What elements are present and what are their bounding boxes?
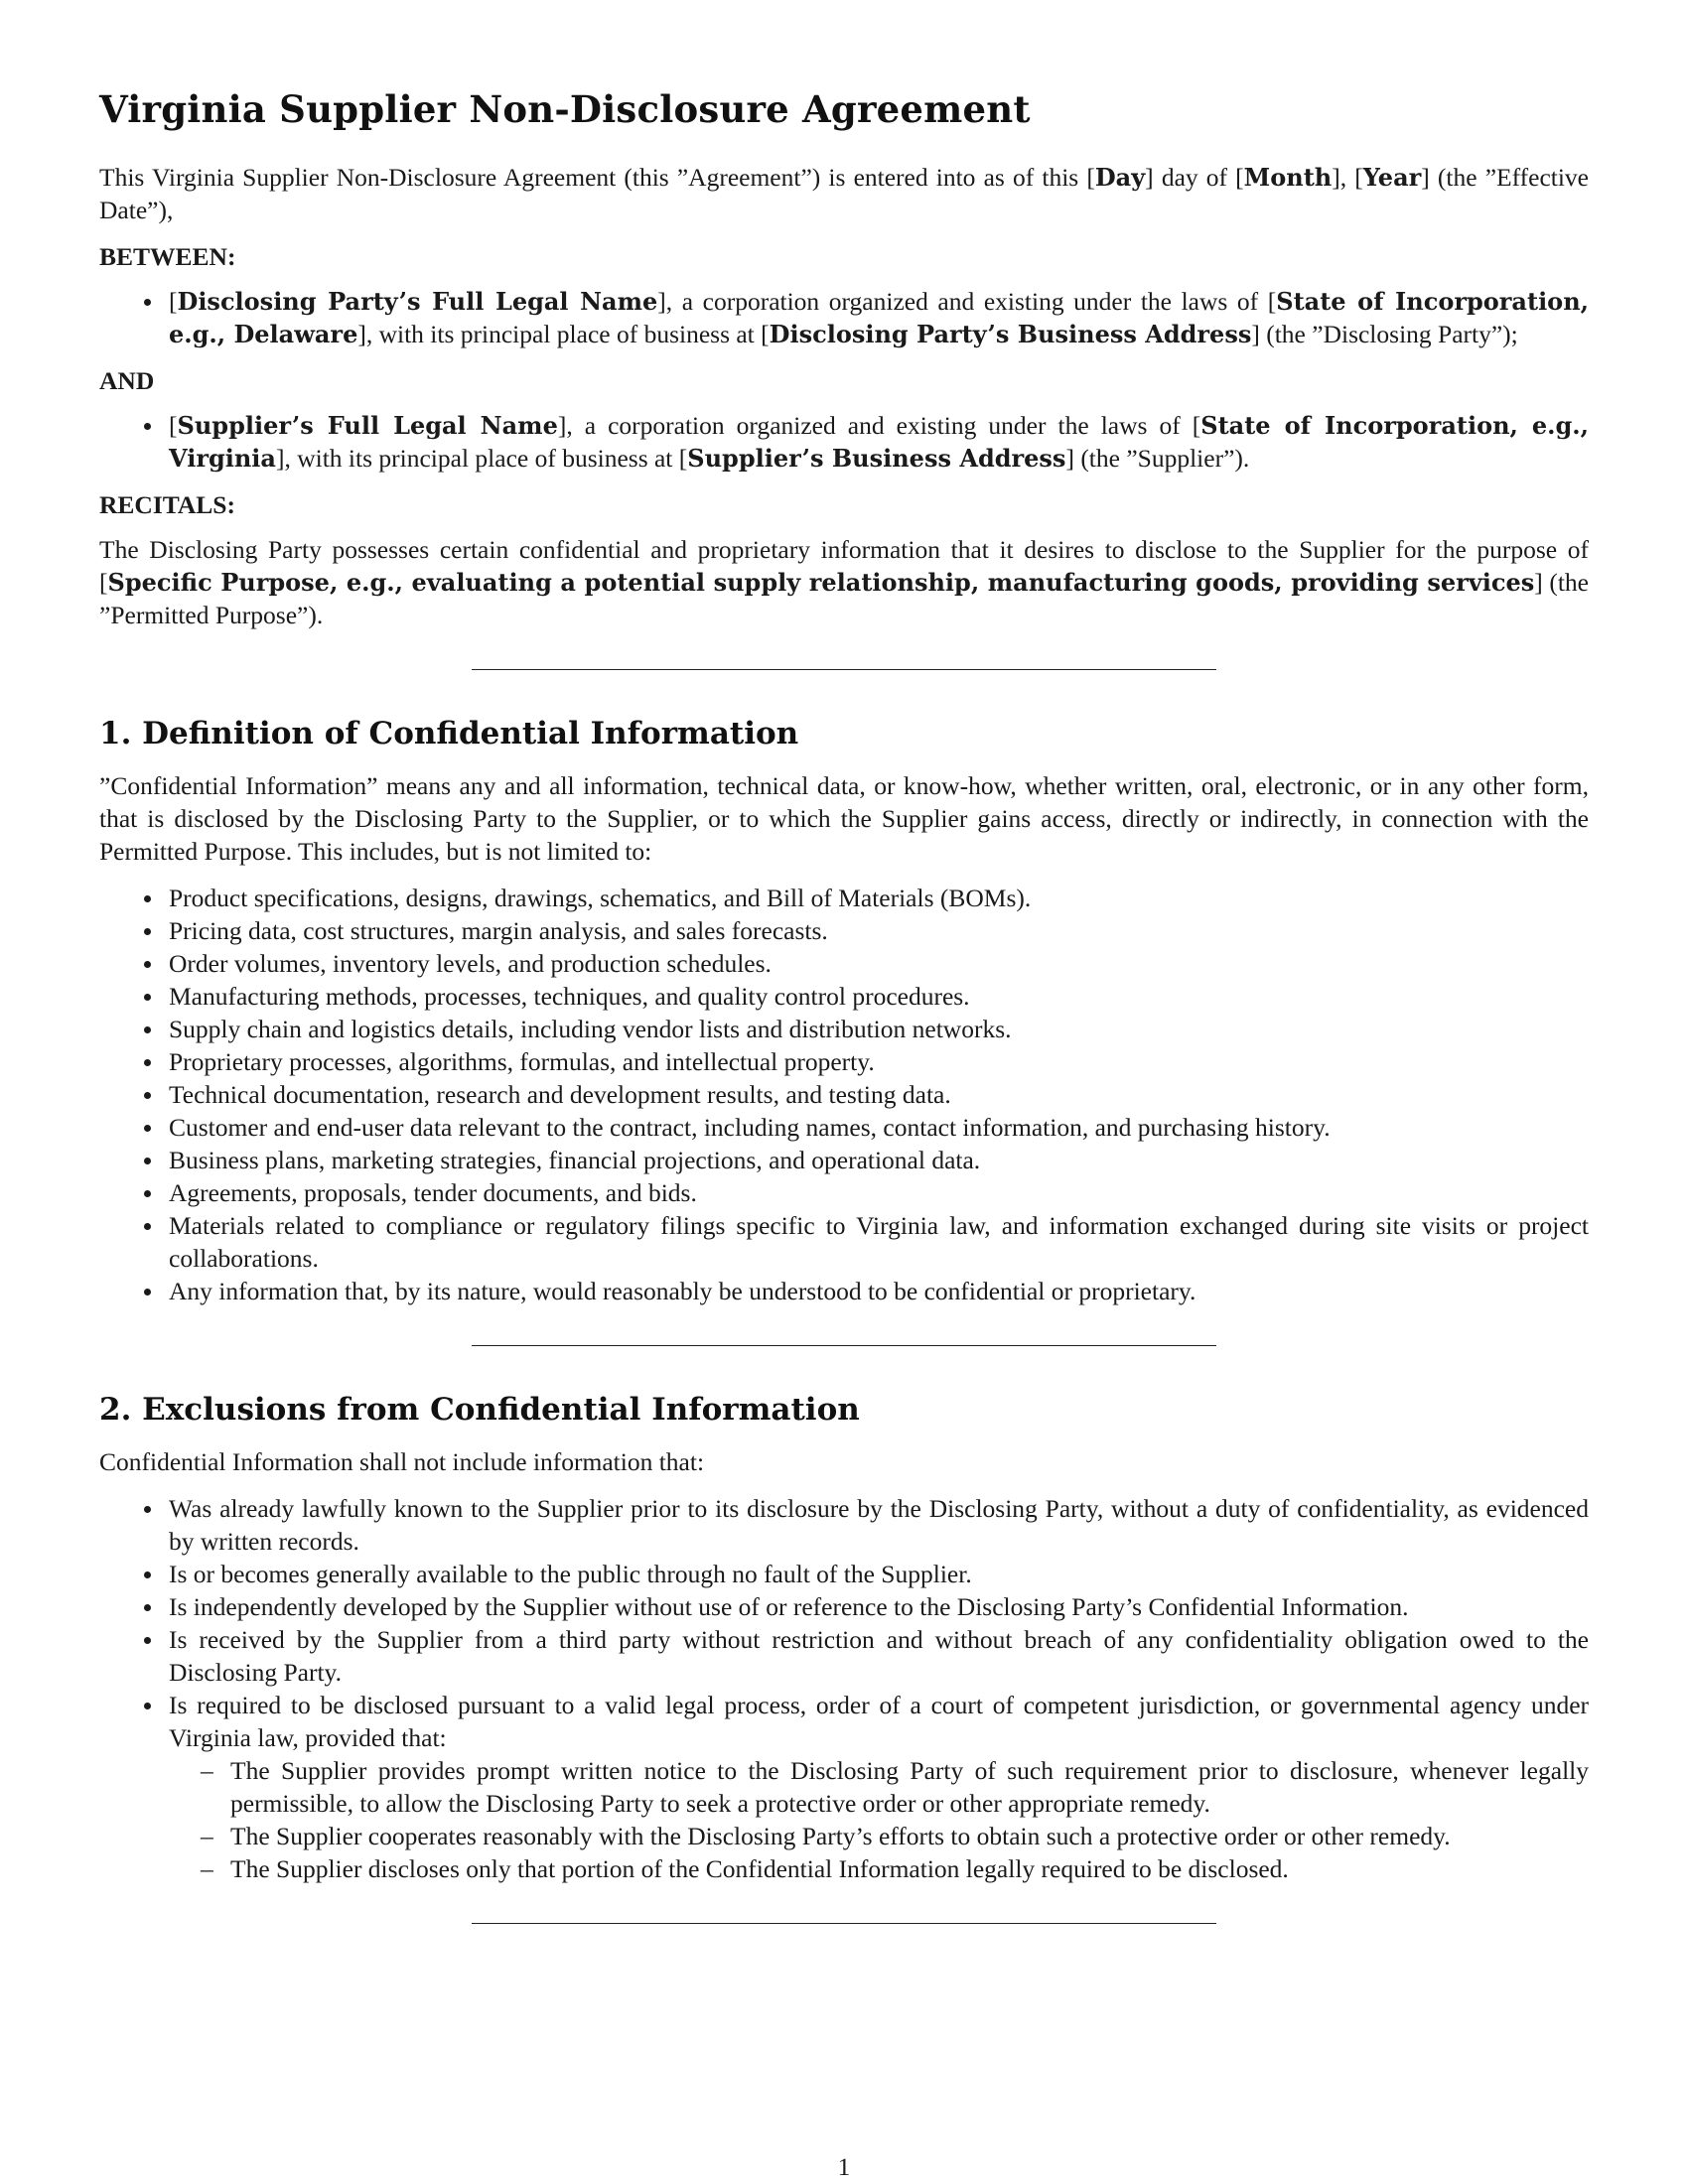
intro-text: ] (the ”Effective Date”), <box>99 163 1589 224</box>
party2-list <box>99 409 1589 475</box>
party-text: ] (the ”Disclosing Party”); <box>1251 320 1518 348</box>
month-placeholder: Month <box>1243 163 1333 192</box>
party1-state-placeholder: State of Incorporation, e.g., Delaware <box>169 287 1589 348</box>
party-text: [ <box>169 411 178 440</box>
page-number: 1 <box>837 2152 851 2181</box>
recitals-text: ] (the ”Permitted Purpose”). <box>99 568 1589 629</box>
list-item: Is or becomes generally available to the public through no fault of the Supplier. <box>99 1558 1589 1590</box>
list-item: Materials related to compliance or regulatory filings specific to Virginia law, and information exchanged during site visits or project collaborations. <box>99 1209 1589 1275</box>
list-item: Is received by the Supplier from a third party without restriction and without breach of any confidentiality obligation owed to the Disclosing Party. <box>99 1623 1589 1689</box>
section2-heading: 2. Exclusions from Confidential Information <box>99 1392 860 1428</box>
list-item: Order volumes, inventory levels, and production schedules. <box>99 947 1589 980</box>
party-text: ], a corporation organized and existing under the laws of [ <box>657 287 1277 316</box>
intro-text: This Virginia Supplier Non-Disclosure Agreement (this ”Agreement”) is entered into as of this [ <box>99 163 1095 192</box>
party-text: ], a corporation organized and existing under the laws of [ <box>557 411 1201 440</box>
party2-address-placeholder: Supplier’s Business Address <box>687 444 1066 473</box>
list-item: Customer and end-user data relevant to the contract, including names, contact information, and purchasing history. <box>99 1111 1589 1144</box>
party-text: ] (the ”Supplier”). <box>1065 444 1250 473</box>
list-item: Supply chain and logistics details, including vendor lists and distribution networks. <box>99 1013 1589 1045</box>
section-divider <box>472 1923 1216 1924</box>
list-item-with-sublist <box>99 1689 1589 1885</box>
list-item: Technical documentation, research and development results, and testing data. <box>99 1078 1589 1111</box>
list-item: Any information that, by its nature, would reasonably be understood to be confidential or proprietary. <box>99 1275 1589 1307</box>
list-item: Manufacturing methods, processes, techniques, and quality control procedures. <box>99 980 1589 1013</box>
section2-list <box>99 1492 1589 1885</box>
list-item: Pricing data, cost structures, margin analysis, and sales forecasts. <box>99 914 1589 947</box>
sub-list-item: – The Supplier discloses only that portion of the Confidential Information legally required to be disclosed. <box>169 1852 1589 1885</box>
list-item: Agreements, proposals, tender documents, and bids. <box>99 1176 1589 1209</box>
party2-name-placeholder: Supplier’s Full Legal Name <box>177 411 558 440</box>
intro-paragraph <box>99 161 1589 226</box>
recitals-label: RECITALS: <box>99 490 235 519</box>
list-item: Was already lawfully known to the Supplier prior to its disclosure by the Disclosing Party, without a duty of confidentiality, as evidenced by written records. <box>99 1492 1589 1558</box>
section1-heading: 1. Definition of Confidential Information <box>99 716 799 751</box>
party1-name-placeholder: Disclosing Party’s Full Legal Name <box>177 287 658 316</box>
section1-list <box>99 882 1589 1307</box>
party-text: ], with its principal place of business at [ <box>275 444 688 473</box>
sub-list-item: – The Supplier provides prompt written notice to the Disclosing Party of such requirement prior to disclosure, whenever legally permissible, to allow the Disclosing Party to seek a protective order or other appropriate remedy. <box>169 1754 1589 1820</box>
list-item-text: Is required to be disclosed pursuant to a valid legal process, order of a court of competent jurisdiction, or governmental agency under Virginia law, provided that: <box>169 1691 1589 1752</box>
day-placeholder: Day <box>1094 163 1146 192</box>
intro-text: ], [ <box>1332 163 1363 192</box>
party1-list <box>99 285 1589 350</box>
recitals-paragraph <box>99 533 1589 631</box>
year-placeholder: Year <box>1362 163 1422 192</box>
party-text: [ <box>169 287 178 316</box>
document-page <box>99 87 1589 1938</box>
section-divider <box>472 1345 1216 1346</box>
sub-list-item: – The Supplier cooperates reasonably with the Disclosing Party’s efforts to obtain such a protective order or other remedy. <box>169 1820 1589 1852</box>
party-text: ], with its principal place of business at [ <box>357 320 770 348</box>
section2-intro: Confidential Information shall not include information that: <box>99 1447 705 1476</box>
document-title: Virginia Supplier Non-Disclosure Agreement <box>99 87 1031 131</box>
party1-address-placeholder: Disclosing Party’s Business Address <box>769 320 1252 348</box>
section-divider <box>472 669 1216 670</box>
list-item: Is independently developed by the Supplier without use of or reference to the Disclosing Party’s Confidential Information. <box>99 1590 1589 1623</box>
section1-intro: ”Confidential Information” means any and all information, technical data, or know-how, whether written, oral, electronic, or in any other form, that is disclosed by the Disclosing Party to the Supplier, or to which the Supplier gains access, directly or indirectly, in connection with the Permitted Purpose. This includes, but is not limited to: <box>99 771 1589 866</box>
between-label: BETWEEN: <box>99 242 236 271</box>
party1-item <box>99 285 1589 350</box>
list-item: Business plans, marketing strategies, financial projections, and operational data. <box>99 1144 1589 1176</box>
and-label: AND <box>99 366 155 395</box>
list-item: Proprietary processes, algorithms, formulas, and intellectual property. <box>99 1045 1589 1078</box>
intro-text: ] day of [ <box>1145 163 1244 192</box>
list-item: Product specifications, designs, drawings, schematics, and Bill of Materials (BOMs). <box>99 882 1589 914</box>
purpose-placeholder: Specific Purpose, e.g., evaluating a potential supply relationship, manufacturing goods, providing services <box>107 568 1535 597</box>
section2-sublist <box>169 1754 1589 1885</box>
party2-state-placeholder: State of Incorporation, e.g., Virginia <box>169 411 1590 473</box>
recitals-text: The Disclosing Party possesses certain confidential and proprietary information that it desires to disclose to the Supplier for the purpose of [ <box>99 535 1589 597</box>
party2-item <box>99 409 1589 475</box>
